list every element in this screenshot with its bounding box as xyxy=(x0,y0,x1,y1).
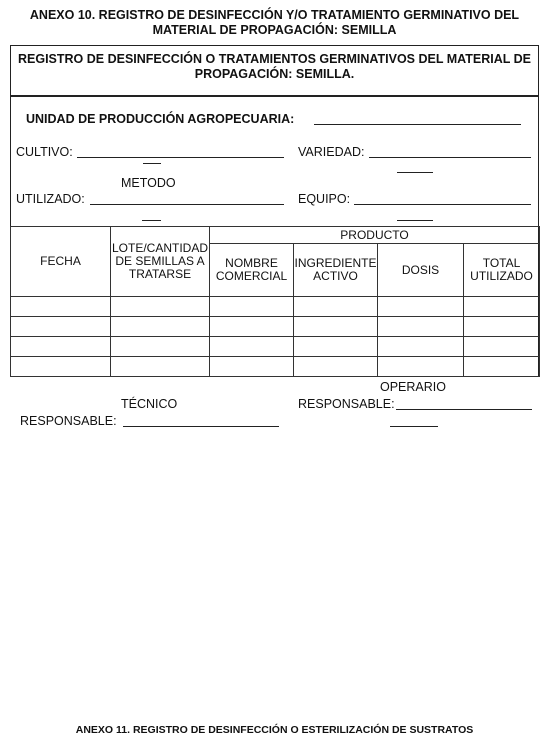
unidad-input-line[interactable] xyxy=(314,124,521,125)
table-cell[interactable] xyxy=(111,297,210,317)
metodo-short-line xyxy=(142,220,161,221)
operario-label: OPERARIO xyxy=(380,380,446,394)
col-nombre-comercial: NOMBRE COMERCIAL xyxy=(210,244,294,297)
register-table xyxy=(10,226,540,377)
table-cell[interactable] xyxy=(464,317,540,337)
responsable-tecnico-label: RESPONSABLE: xyxy=(20,414,117,428)
col-ingrediente-activo: INGREDIENTE ACTIVO xyxy=(294,244,378,297)
table-cell[interactable] xyxy=(464,357,540,377)
metodo-accent-line xyxy=(143,163,161,164)
table-cell[interactable] xyxy=(210,317,294,337)
col-dosis: DOSIS xyxy=(378,244,464,297)
tecnico-label: TÉCNICO xyxy=(121,397,178,411)
table-cell[interactable] xyxy=(378,297,464,317)
cultivo-input-line[interactable] xyxy=(77,157,284,158)
table-cell[interactable] xyxy=(111,317,210,337)
table-cell[interactable] xyxy=(294,337,378,357)
table-cell[interactable] xyxy=(11,357,111,377)
table-cell[interactable] xyxy=(111,357,210,377)
table-cell[interactable] xyxy=(378,357,464,377)
responsable-operario-label: RESPONSABLE: xyxy=(298,397,395,411)
table-row xyxy=(11,337,540,357)
table-cell[interactable] xyxy=(378,337,464,357)
table-cell[interactable] xyxy=(210,357,294,377)
table-row xyxy=(11,357,540,377)
variedad-input-line[interactable] xyxy=(369,157,531,158)
tecnico-signature-line[interactable] xyxy=(123,426,279,427)
table-cell[interactable] xyxy=(464,337,540,357)
variedad-short-line xyxy=(397,172,433,173)
table-cell[interactable] xyxy=(294,317,378,337)
table-row xyxy=(11,317,540,337)
equipo-label: EQUIPO: xyxy=(298,192,351,206)
table-cell[interactable] xyxy=(294,357,378,377)
form-title: REGISTRO DE DESINFECCIÓN O TRATAMIENTOS GERMINATIVOS DEL MATERIAL DE PROPAGACIÓN: SEMILLA. xyxy=(18,52,531,81)
table-cell[interactable] xyxy=(464,297,540,317)
equipo-input-line[interactable] xyxy=(354,204,531,205)
equipo-short-line xyxy=(397,220,433,221)
table-cell[interactable] xyxy=(11,317,111,337)
operario-signature-line[interactable] xyxy=(396,409,532,410)
variedad-label: VARIEDAD: xyxy=(298,145,365,159)
operario-short-line xyxy=(390,426,438,427)
table-cell[interactable] xyxy=(378,317,464,337)
next-annex-title: ANEXO 11. REGISTRO DE DESINFECCIÓN O ESTERILIZACIÓN DE SUSTRATOS xyxy=(75,724,474,736)
table-cell[interactable] xyxy=(11,297,111,317)
table-cell[interactable] xyxy=(111,337,210,357)
table-header-row xyxy=(11,227,540,244)
col-total-utilizado: TOTAL UTILIZADO xyxy=(464,244,540,297)
utilizado-label: UTILIZADO: xyxy=(16,192,85,206)
table-cell[interactable] xyxy=(210,297,294,317)
table-row xyxy=(11,297,540,317)
col-lote-cantidad: LOTE/CANTIDAD DE SEMILLAS A TRATARSE xyxy=(111,227,210,297)
col-fecha: FECHA xyxy=(11,227,111,297)
col-group-producto: PRODUCTO xyxy=(210,227,540,244)
document-title: ANEXO 10. REGISTRO DE DESINFECCIÓN Y/O TRATAMIENTO GERMINATIVO DEL MATERIAL DE PROPAGACIÓN: SEMILLA xyxy=(29,8,520,37)
metodo-input-line[interactable] xyxy=(90,204,284,205)
table-cell[interactable] xyxy=(294,297,378,317)
table-cell[interactable] xyxy=(210,337,294,357)
title-separator xyxy=(10,95,539,97)
unidad-label: UNIDAD DE PRODUCCIÓN AGROPECUARIA: xyxy=(26,112,295,126)
table-cell[interactable] xyxy=(11,337,111,357)
metodo-label: METODO xyxy=(121,176,176,190)
cultivo-label: CULTIVO: xyxy=(16,145,73,159)
